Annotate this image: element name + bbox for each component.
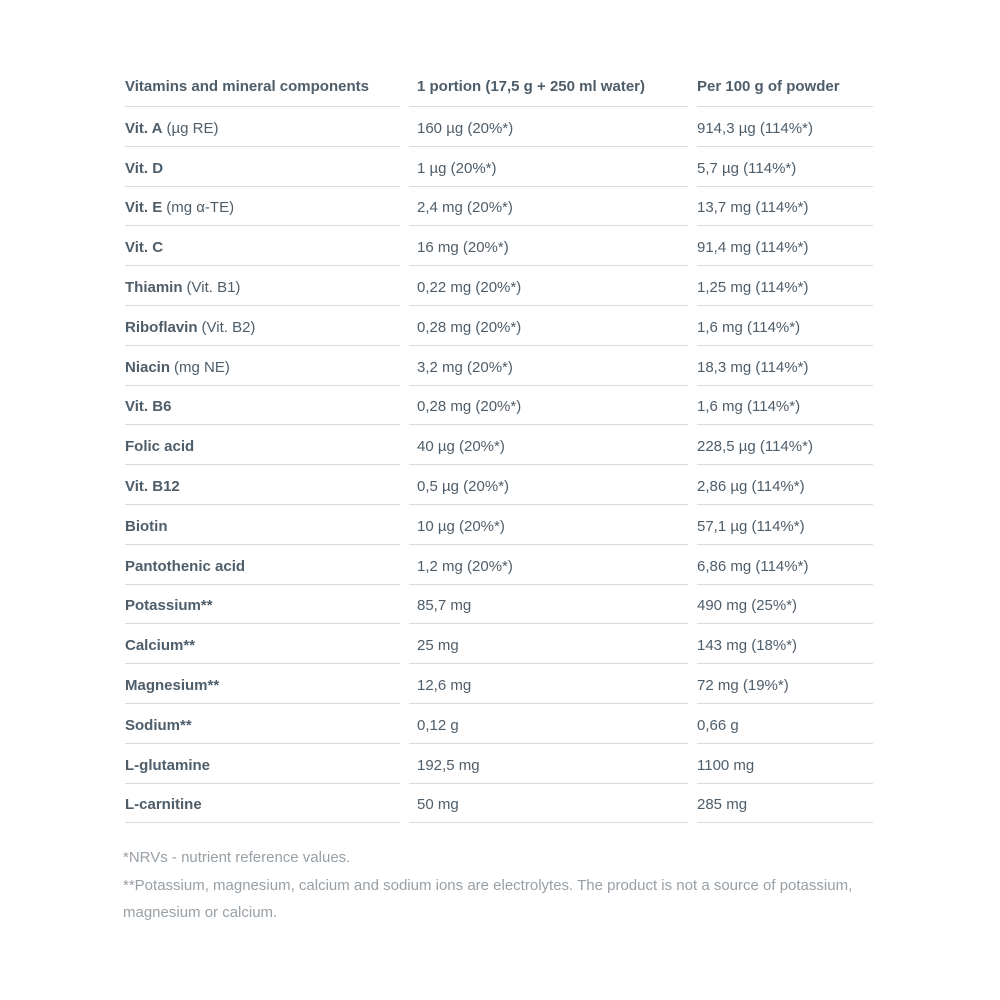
- column-header-per-100g: Per 100 g of powder: [697, 65, 873, 107]
- table-row: [125, 545, 873, 585]
- component-name-cell: [125, 664, 400, 704]
- portion-value: 10 µg (20%*): [409, 505, 688, 545]
- component-name: Vit. D: [125, 159, 164, 177]
- table-row: [125, 784, 873, 824]
- portion-value: 160 µg (20%*): [409, 107, 688, 147]
- component-name-cell: [125, 545, 400, 585]
- per-100g-value: 285 mg: [697, 784, 873, 824]
- portion-value: 25 mg: [409, 624, 688, 664]
- table-body: [125, 107, 873, 823]
- portion-value: 0,28 mg (20%*): [409, 306, 688, 346]
- per-100g-value: 1100 mg: [697, 744, 873, 784]
- component-name-cell: [125, 386, 400, 426]
- table-row: [125, 107, 873, 147]
- component-name: Vit. B12: [125, 478, 180, 496]
- component-name-cell: [125, 226, 400, 266]
- component-name-cell: [125, 107, 400, 147]
- component-name-detail: (Vit. B1): [186, 279, 241, 297]
- component-name-cell: [125, 505, 400, 545]
- component-name: Vit. C: [125, 239, 164, 257]
- portion-value: 0,28 mg (20%*): [409, 386, 688, 426]
- component-name-detail: (mg α-TE): [166, 199, 235, 217]
- component-name: Vit. A: [125, 119, 163, 137]
- portion-value: 0,12 g: [409, 704, 688, 744]
- portion-value: 85,7 mg: [409, 585, 688, 625]
- component-name: Vit. E: [125, 199, 163, 217]
- table-row: [125, 226, 873, 266]
- component-name: Riboflavin: [125, 318, 198, 336]
- portion-value: 40 µg (20%*): [409, 425, 688, 465]
- per-100g-value: 0,66 g: [697, 704, 873, 744]
- portion-value: 12,6 mg: [409, 664, 688, 704]
- per-100g-value: 13,7 mg (114%*): [697, 187, 873, 227]
- component-name: Calcium**: [125, 637, 196, 655]
- table-row: [125, 744, 873, 784]
- component-name-detail: (mg NE): [174, 358, 230, 376]
- table-row: [125, 465, 873, 505]
- component-name: Vit. B6: [125, 398, 172, 416]
- component-name-cell: [125, 266, 400, 306]
- per-100g-value: 1,6 mg (114%*): [697, 306, 873, 346]
- component-name: Magnesium**: [125, 677, 220, 695]
- component-name-cell: [125, 585, 400, 625]
- table-row: [125, 306, 873, 346]
- component-name: Pantothenic acid: [125, 557, 246, 575]
- component-name: L-glutamine: [125, 756, 210, 774]
- portion-value: 16 mg (20%*): [409, 226, 688, 266]
- nutrition-table: [116, 65, 882, 823]
- table-row: [125, 425, 873, 465]
- portion-value: 1 µg (20%*): [409, 147, 688, 187]
- table-row: [125, 187, 873, 227]
- portion-value: 192,5 mg: [409, 744, 688, 784]
- component-name-cell: [125, 784, 400, 824]
- table-row: [125, 664, 873, 704]
- component-name: L-carnitine: [125, 796, 202, 814]
- column-header-components: Vitamins and mineral components: [125, 65, 400, 107]
- table-row: [125, 505, 873, 545]
- component-name-cell: [125, 147, 400, 187]
- component-name-cell: [125, 346, 400, 386]
- component-name-cell: [125, 425, 400, 465]
- per-100g-value: 143 mg (18%*): [697, 624, 873, 664]
- table-row: [125, 266, 873, 306]
- per-100g-value: 2,86 µg (114%*): [697, 465, 873, 505]
- table-row: [125, 346, 873, 386]
- table-row: [125, 147, 873, 187]
- table-row: [125, 704, 873, 744]
- component-name-cell: [125, 744, 400, 784]
- component-name-detail: (µg RE): [166, 119, 219, 137]
- component-name-cell: [125, 306, 400, 346]
- per-100g-value: 57,1 µg (114%*): [697, 505, 873, 545]
- portion-value: 0,22 mg (20%*): [409, 266, 688, 306]
- component-name: Potassium**: [125, 597, 213, 615]
- component-name: Thiamin: [125, 279, 183, 297]
- component-name-cell: [125, 624, 400, 664]
- portion-value: 1,2 mg (20%*): [409, 545, 688, 585]
- component-name-detail: (Vit. B2): [201, 318, 256, 336]
- per-100g-value: 18,3 mg (114%*): [697, 346, 873, 386]
- per-100g-value: 91,4 mg (114%*): [697, 226, 873, 266]
- footnote-nrv: *NRVs - nutrient reference values.: [123, 849, 351, 867]
- portion-value: 50 mg: [409, 784, 688, 824]
- per-100g-value: 228,5 µg (114%*): [697, 425, 873, 465]
- component-name-cell: [125, 187, 400, 227]
- header-row: [125, 65, 873, 107]
- component-name: Niacin: [125, 358, 171, 376]
- table-row: [125, 624, 873, 664]
- footnotes: [123, 844, 893, 926]
- per-100g-value: 6,86 mg (114%*): [697, 545, 873, 585]
- per-100g-value: 1,6 mg (114%*): [697, 386, 873, 426]
- footnote-electrolytes: **Potassium, magnesium, calcium and sodium ions are electrolytes. The product is not a source of potassium, magnesium or calcium.: [123, 877, 853, 922]
- portion-value: 3,2 mg (20%*): [409, 346, 688, 386]
- per-100g-value: 914,3 µg (114%*): [697, 107, 873, 147]
- table-header: [125, 65, 873, 107]
- portion-value: 2,4 mg (20%*): [409, 187, 688, 227]
- per-100g-value: 1,25 mg (114%*): [697, 266, 873, 306]
- component-name: Folic acid: [125, 438, 195, 456]
- table-row: [125, 585, 873, 625]
- component-name-cell: [125, 704, 400, 744]
- table-row: [125, 386, 873, 426]
- per-100g-value: 490 mg (25%*): [697, 585, 873, 625]
- column-header-portion: 1 portion (17,5 g + 250 ml water): [409, 65, 688, 107]
- component-name: Biotin: [125, 517, 168, 535]
- per-100g-value: 5,7 µg (114%*): [697, 147, 873, 187]
- portion-value: 0,5 µg (20%*): [409, 465, 688, 505]
- per-100g-value: 72 mg (19%*): [697, 664, 873, 704]
- component-name: Sodium**: [125, 716, 192, 734]
- component-name-cell: [125, 465, 400, 505]
